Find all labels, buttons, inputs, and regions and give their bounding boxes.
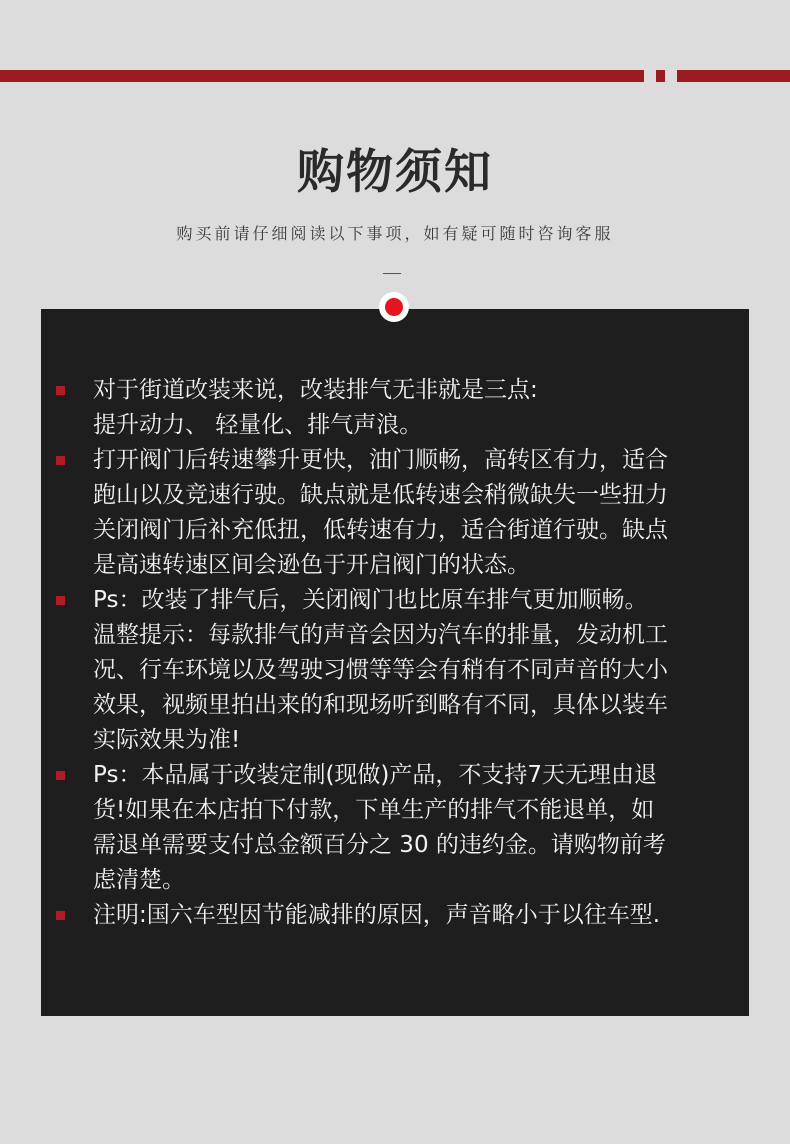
page-subtitle: 购买前请仔细阅读以下事项，如有疑可随时咨询客服 [176, 224, 614, 243]
notice-item [55, 898, 720, 933]
page-title: 购物须知 [297, 145, 493, 200]
notice-line: 打开阀门后转速攀升更快，油门顺畅，高转区有力，适合 [93, 447, 668, 473]
notice-item [55, 583, 720, 758]
notice-item [55, 443, 720, 583]
notice-line: 提升动力、 轻量化、排气声浪。 [93, 412, 423, 438]
notice-line: 温整提示：每款排气的声音会因为汽车的排量，发动机工 [93, 622, 668, 648]
notice-line: 跑山以及竞速行驶。缺点就是低转速会稍微缺失一些扭力 [93, 482, 668, 508]
bullet-square-icon [56, 386, 65, 395]
notice-item [55, 758, 720, 898]
notice-line: 注明:国六车型因节能减排的原因，声音略小于以往车型. [93, 902, 661, 928]
red-dot-icon [385, 298, 403, 316]
title-divider [383, 273, 401, 274]
top-accent-bar [0, 70, 644, 82]
notice-line: 实际效果为准! [93, 727, 241, 753]
panel-marker-icon [379, 292, 409, 322]
notice-line: 需退单需要支付总金额百分之 30 的违约金。请购物前考 [93, 832, 666, 858]
notice-line: 效果，视频里拍出来的和现场听到略有不同，具体以装车 [93, 692, 668, 718]
bullet-square-icon [56, 596, 65, 605]
notice-line: 对于街道改装来说，改装排气无非就是三点: [93, 377, 538, 403]
notice-line: 关闭阀门后补充低扭，低转速有力，适合街道行驶。缺点 [93, 517, 668, 543]
notice-line: Ps：改装了排气后，关闭阀门也比原车排气更加顺畅。 [93, 587, 648, 613]
top-accent-dot [656, 70, 665, 82]
bullet-square-icon [56, 771, 65, 780]
notice-line: 是高速转速区间会逊色于开启阀门的状态。 [93, 552, 530, 578]
notice-line: 虑清楚。 [93, 867, 185, 893]
notice-line: Ps：本品属于改装定制(现做)产品，不支持7天无理由退 [93, 762, 658, 788]
notice-item [55, 373, 720, 443]
top-accent-bar-right [677, 70, 790, 82]
notice-line: 货!如果在本店拍下付款，下单生产的排气不能退单，如 [93, 797, 655, 823]
bullet-square-icon [56, 456, 65, 465]
bullet-square-icon [56, 911, 65, 920]
notice-line: 况、行车环境以及驾驶习惯等等会有稍有不同声音的大小 [93, 657, 668, 683]
notice-list [55, 373, 720, 933]
